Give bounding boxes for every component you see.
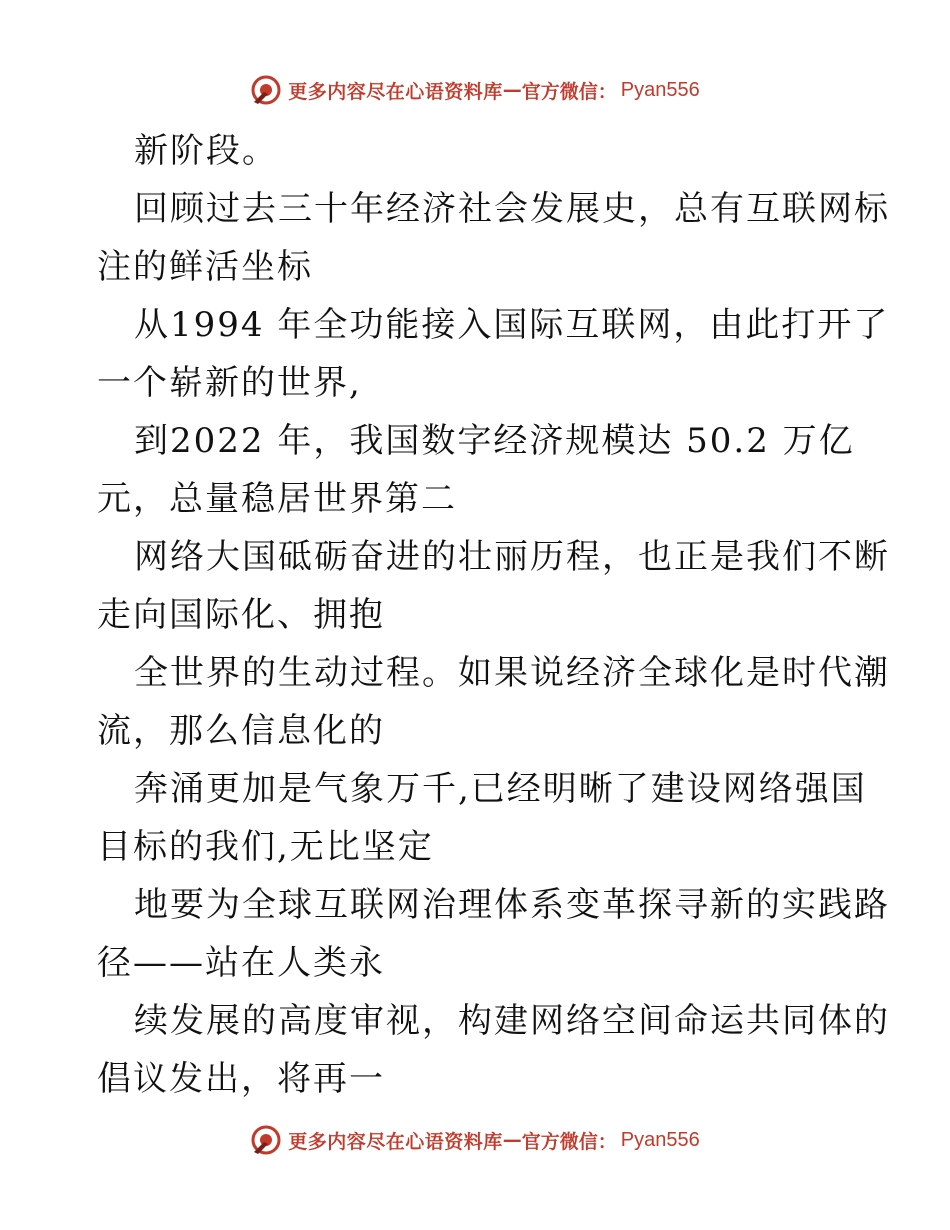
banner-wechat-label: 官方微信： xyxy=(521,80,617,103)
text-line: 奔涌更加是气象万千,已经明晰了建设网络强国 xyxy=(134,769,867,809)
banner-dash: — xyxy=(502,79,522,101)
red-pen-logo-icon xyxy=(250,74,282,106)
text-line: 注的鲜活坐标 xyxy=(97,247,313,287)
text-line: 倡议发出，将再一 xyxy=(97,1059,385,1099)
banner-text: 更多内容尽在心语资料库 xyxy=(288,1130,503,1153)
text-line: 回顾过去三十年经济社会发展史，总有互联网标 xyxy=(134,189,890,229)
text-line: 全世界的生动过程。如果说经济全球化是时代潮 xyxy=(134,653,890,693)
text-line: 续发展的高度审视，构建网络空间命运共同体的 xyxy=(134,1001,890,1041)
text-line: 径——站在人类永 xyxy=(97,943,385,983)
text-line: 一个崭新的世界, xyxy=(97,363,362,403)
text-line: 新阶段。 xyxy=(134,131,278,171)
text-line: 到2022 年，我国数字经济规模达 50.2 万亿 xyxy=(134,421,855,461)
header-banner xyxy=(0,70,950,110)
banner-wechat-id: Pyan556 xyxy=(620,1128,700,1151)
banner-text: 更多内容尽在心语资料库 xyxy=(288,80,503,103)
text-line: 元，总量稳居世界第二 xyxy=(97,479,457,519)
document-body xyxy=(97,122,890,1108)
text-line: 地要为全球互联网治理体系变革探寻新的实践路 xyxy=(134,885,890,925)
footer-banner xyxy=(0,1120,950,1160)
banner-wechat-id: Pyan556 xyxy=(620,78,700,101)
banner-dash: — xyxy=(502,1129,522,1151)
red-pen-logo-icon xyxy=(250,1124,282,1156)
text-line: 从1994 年全功能接入国际互联网，由此打开了 xyxy=(134,305,890,345)
text-line: 网络大国砥砺奋进的壮丽历程，也正是我们不断 xyxy=(134,537,890,577)
text-line: 流，那么信息化的 xyxy=(97,711,385,751)
text-line: 走向国际化、拥抱 xyxy=(97,595,385,635)
banner-wechat-label: 官方微信： xyxy=(521,1130,617,1153)
text-line: 目标的我们,无比坚定 xyxy=(97,827,434,867)
